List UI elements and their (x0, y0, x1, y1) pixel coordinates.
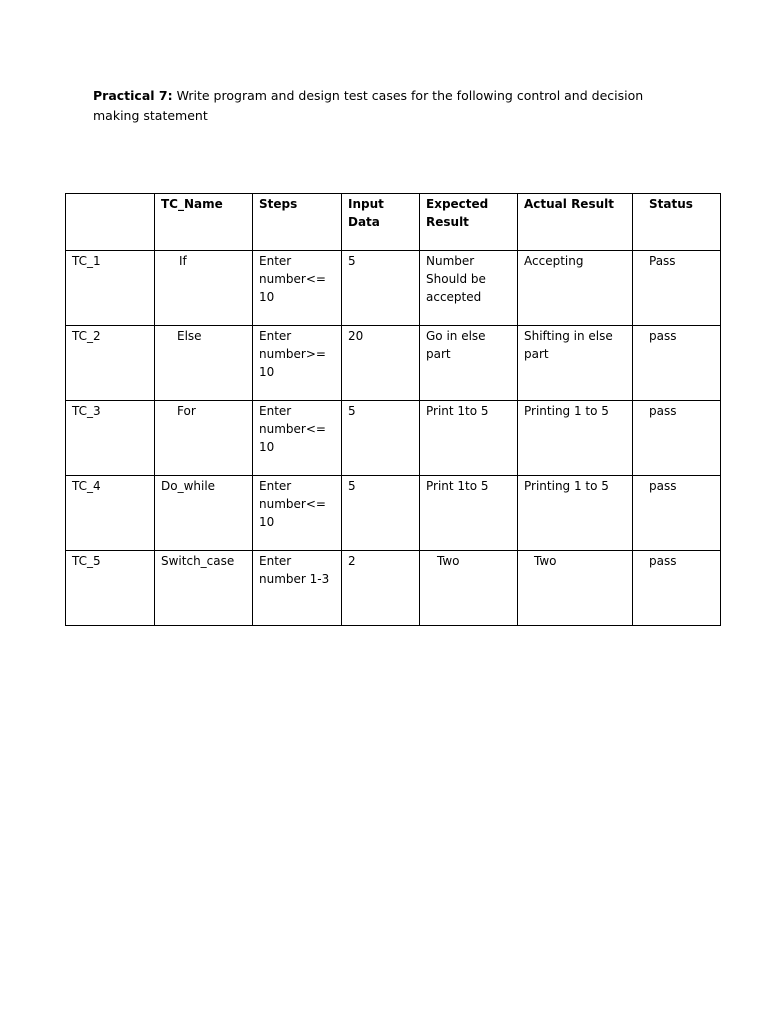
tc-id: TC_2 (66, 326, 155, 401)
practical-heading (93, 86, 683, 126)
tc-name: Switch_case (155, 551, 253, 626)
header-expected-result: Expected Result (420, 194, 518, 251)
table-row (66, 251, 721, 326)
table-row (66, 326, 721, 401)
tc-input-data: 2 (342, 551, 420, 626)
tc-status: pass (633, 476, 721, 551)
tc-id: TC_4 (66, 476, 155, 551)
tc-expected-result: Go in else part (420, 326, 518, 401)
tc-steps: Enter number>= 10 (253, 326, 342, 401)
tc-expected-result: Two (420, 551, 518, 626)
tc-input-data: 5 (342, 401, 420, 476)
practical-label: Practical 7: (93, 88, 173, 103)
header-input-data: Input Data (342, 194, 420, 251)
tc-actual-result: Printing 1 to 5 (518, 401, 633, 476)
table-header-row (66, 194, 721, 251)
tc-expected-result: Number Should be accepted (420, 251, 518, 326)
header-id (66, 194, 155, 251)
test-cases-table (65, 193, 721, 626)
header-steps: Steps (253, 194, 342, 251)
tc-status: pass (633, 401, 721, 476)
table-row (66, 401, 721, 476)
tc-input-data: 20 (342, 326, 420, 401)
tc-id: TC_5 (66, 551, 155, 626)
header-actual-result: Actual Result (518, 194, 633, 251)
practical-description: Write program and design test cases for the following control and decision making statement (93, 88, 644, 123)
tc-input-data: 5 (342, 476, 420, 551)
tc-steps: Enter number<= 10 (253, 476, 342, 551)
tc-steps: Enter number<= 10 (253, 401, 342, 476)
tc-actual-result: Accepting (518, 251, 633, 326)
tc-status: pass (633, 326, 721, 401)
header-tc-name: TC_Name (155, 194, 253, 251)
tc-steps: Enter number<= 10 (253, 251, 342, 326)
table-row (66, 476, 721, 551)
tc-name: For (155, 401, 253, 476)
tc-status: Pass (633, 251, 721, 326)
tc-name: If (155, 251, 253, 326)
tc-input-data: 5 (342, 251, 420, 326)
tc-actual-result: Two (518, 551, 633, 626)
tc-expected-result: Print 1to 5 (420, 401, 518, 476)
tc-id: TC_3 (66, 401, 155, 476)
tc-actual-result: Shifting in else part (518, 326, 633, 401)
tc-expected-result: Print 1to 5 (420, 476, 518, 551)
tc-name: Do_while (155, 476, 253, 551)
tc-status: pass (633, 551, 721, 626)
tc-steps: Enter number 1-3 (253, 551, 342, 626)
tc-name: Else (155, 326, 253, 401)
header-status: Status (633, 194, 721, 251)
tc-actual-result: Printing 1 to 5 (518, 476, 633, 551)
tc-id: TC_1 (66, 251, 155, 326)
table-row (66, 551, 721, 626)
